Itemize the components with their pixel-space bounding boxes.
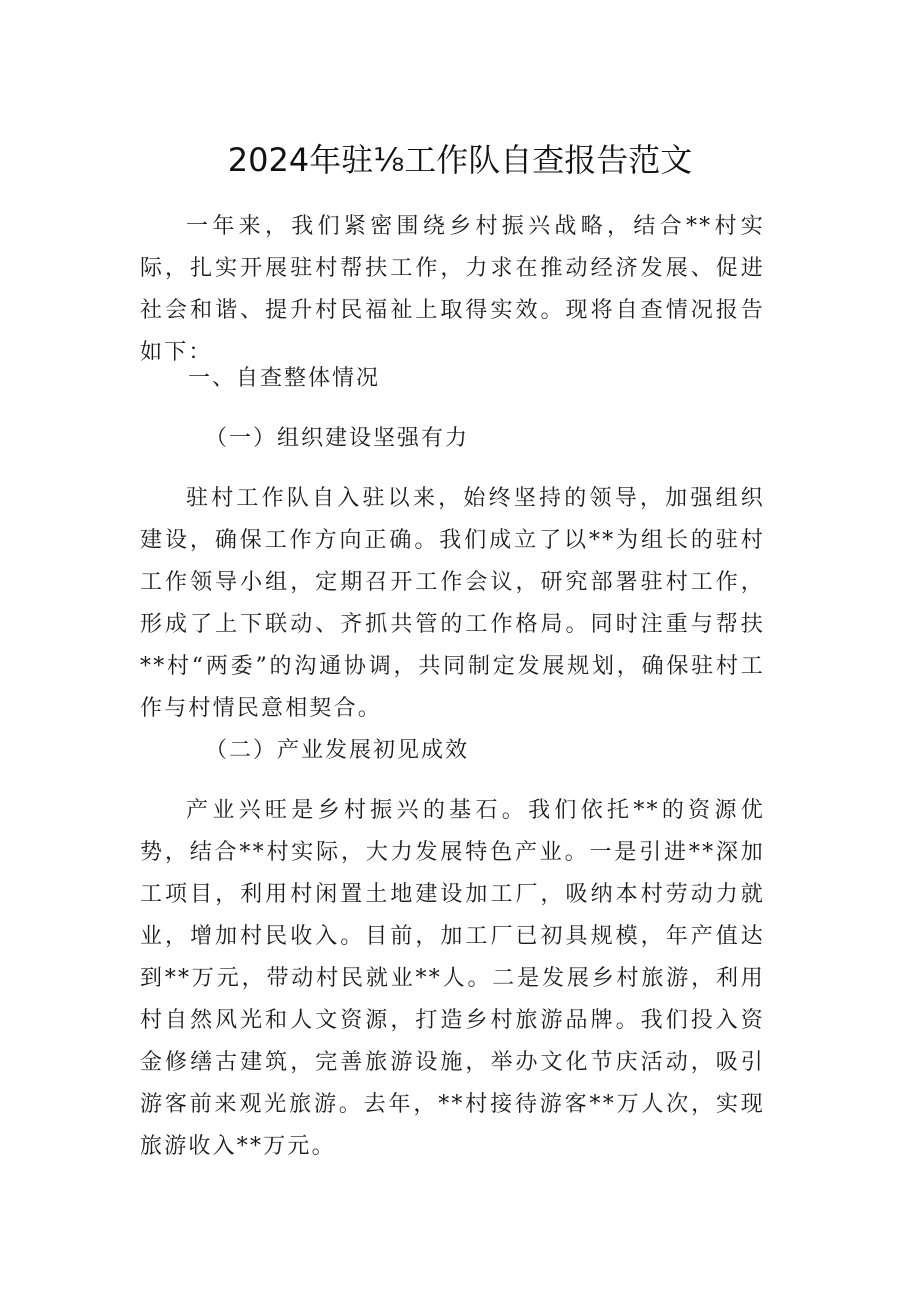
section-1-heading: 一、自查整体情况 <box>188 366 381 391</box>
subsection-2-heading: （二）产业发展初见成效 <box>205 738 470 763</box>
document-title: 2024年驻⅛工作队自查报告范文 <box>227 141 693 179</box>
subsection-1-heading: （一）组织建设坚强有力 <box>205 426 470 451</box>
subsection-1-paragraph: 驻村工作队自入驻以来，始终坚持的领导，加强组织建设，确保工作方向正确。我们成立了以**为组长的驻村工作领导小组，定期召开工作会议，研究部署驻村工作，形成了上下联动、齐抓共管的工作格局。同时注重与帮扶**村“两委”的沟通协调，共同制定发展规划，确保驻村工作与村情民意相契合。 <box>140 486 765 721</box>
subsection-2-paragraph: 产业兴旺是乡村振兴的基石。我们依托**的资源优势，结合**村实际，大力发展特色产业。一是引进**深加工项目，利用村闲置土地建设加工厂，吸纳本村劳动力就业，增加村民收入。目前，加工厂已初具规模，年产值达到**万元，带动村民就业**人。二是发展乡村旅游，利用村自然风光和人文资源，打造乡村旅游品牌。我们投入资金修缮古建筑，完善旅游设施，举办文化节庆活动，吸引游客前来观光旅游。去年，**村接待游客**万人次，实现旅游收入**万元。 <box>140 798 765 1159</box>
intro-paragraph: 一年来，我们紧密围绕乡村振兴战略，结合**村实际，扎实开展驻村帮扶工作，力求在推动经济发展、促进社会和谐、提升村民福祉上取得实效。现将自查情况报告如下： <box>140 214 765 365</box>
